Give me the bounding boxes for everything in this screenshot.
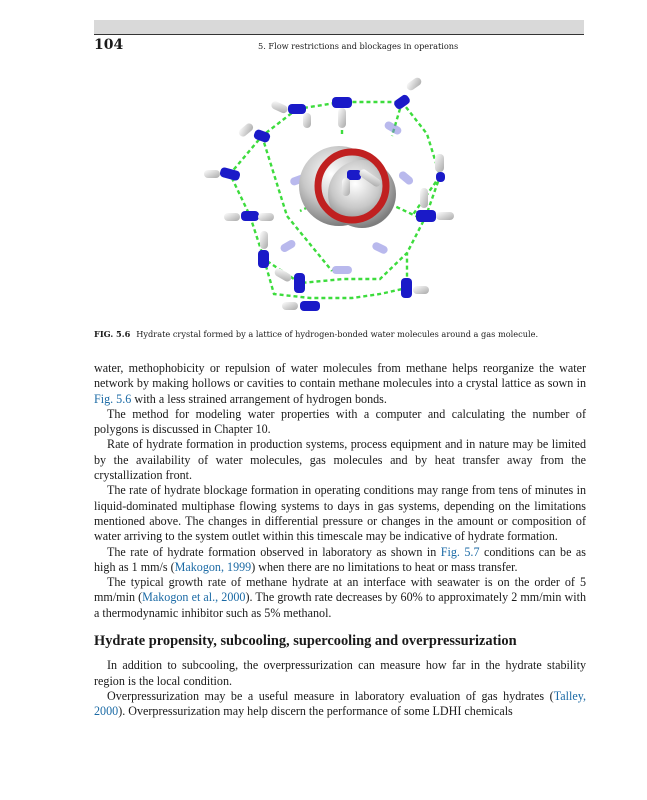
header-rule [94, 34, 584, 35]
figure-caption-text: Hydrate crystal formed by a lattice of hydrogen-bonded water molecules around a gas molecule. [136, 329, 539, 339]
paragraph-1 [94, 361, 586, 407]
fig-5-6-link[interactable]: Fig. 5.6 [94, 391, 132, 406]
makogon-1999-citation[interactable]: Makogon, 1999 [174, 559, 252, 574]
paragraph-2: The method for modeling water properties with a computer and calculating the number of polygons is discussed in Chapter 10. [94, 406, 586, 437]
talley-2000-citation[interactable]: Talley, 2000 [94, 688, 586, 719]
body-text [94, 361, 586, 720]
figure-caption [94, 329, 586, 339]
section-heading: Hydrate propensity, subcooling, supercooling and overpressurization [94, 633, 517, 650]
paragraph-5-text-b: conditions can be as high as 1 mm/s ( [94, 544, 586, 574]
paragraph-1-text-a: water, methophobicity or repulsion of water molecules from methane helps reorganize the water network by making hollows or cavities to contain methane molecules into a crystal lattice as sown in [94, 361, 586, 391]
paragraph-5-text-c: ) when there are no limitations to heat or mass transfer. [251, 559, 518, 574]
running-head: 5. Flow restrictions and blockages in operations [258, 41, 459, 51]
paragraph-5-text-a: The rate of hydrate formation observed in laboratory as shown in [107, 544, 441, 559]
paragraph-8 [94, 689, 586, 720]
header-band [94, 20, 584, 34]
paragraph-1-text-b: with a less strained arrangement of hydrogen bonds. [131, 391, 387, 406]
paragraph-8-text-a: Overpressurization may be a useful measure in laboratory evaluation of gas hydrates ( [107, 688, 554, 703]
paragraph-5 [94, 545, 586, 576]
makogon-2000-citation[interactable]: Makogon et al., 2000 [142, 590, 246, 605]
paragraph-4: The rate of hydrate blockage formation in operating conditions may range from tens of minutes in liquid-dominated multiphase flowing systems to days in gas systems, depending on the limitations mentioned above. The changes in differential pressure or changes in the amount or composition of water arriving to the system outlet within this timescale may be indicative of hydrate formation. [94, 483, 586, 544]
paragraph-7: In addition to subcooling, the overpressurization can measure how far in the hydrate stability region is the local condition. [94, 658, 586, 688]
paragraph-3: Rate of hydrate formation in production systems, process equipment and in nature may be limited by the availability of water molecules, gas molecules and by heat transfer away from the crystallization front. [94, 437, 586, 483]
fig-5-7-link[interactable]: Fig. 5.7 [440, 544, 480, 559]
page-number: 104 [94, 37, 124, 53]
hydrate-lattice-figure [202, 66, 476, 320]
paragraph-8-text-b: ). Overpressurization may help discern the performance of some LDHI chemicals [118, 704, 513, 719]
paragraph-6 [94, 575, 586, 621]
paragraph-6-text-a: The typical growth rate of methane hydrate at an interface with seawater is on the order of 5 mm/min ( [94, 575, 586, 605]
paragraph-6-text-b: ). The growth rate decreases by 60% to approximately 2 mm/min with a thermodynamic inhibitor such as 5% methanol. [94, 590, 586, 620]
figure-label: FIG. 5.6 [94, 329, 131, 339]
